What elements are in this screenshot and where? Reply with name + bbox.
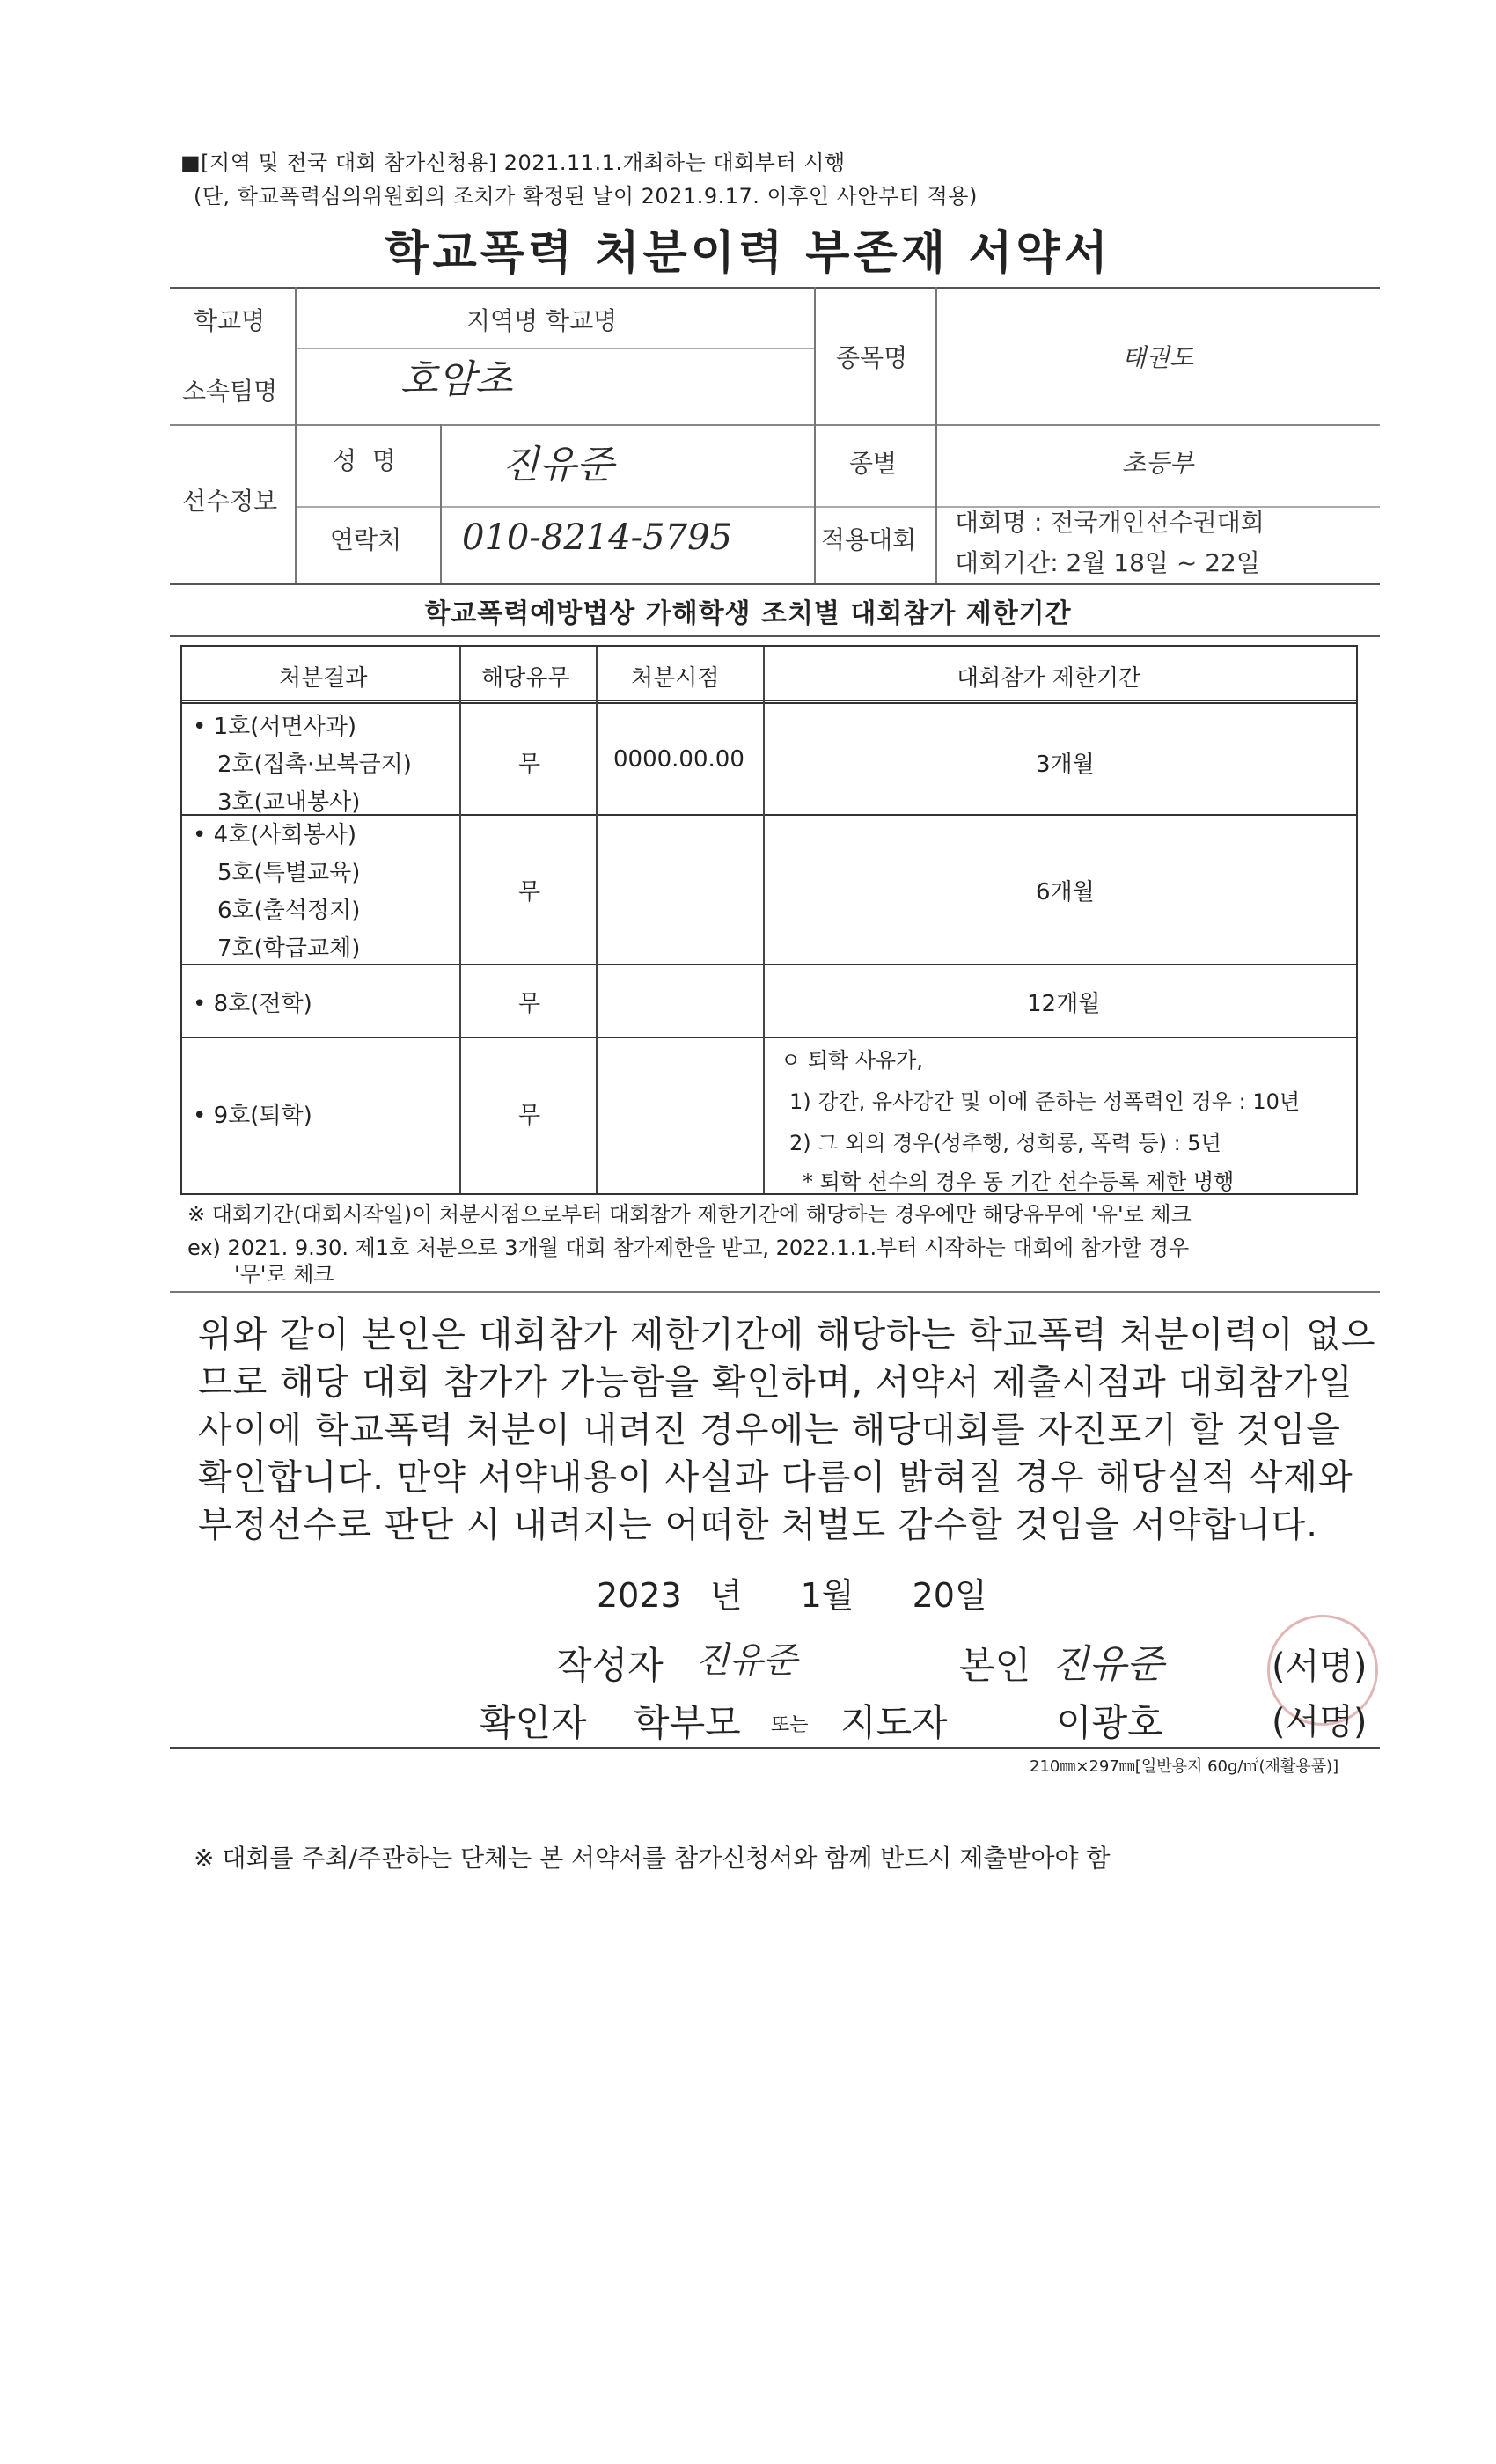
writer-name-handwritten: 진유준 xyxy=(695,1640,797,1681)
contact-label: 연락처 xyxy=(330,525,402,554)
row4-period-line-2: 1) 강간, 유사강간 및 이에 준하는 성폭력인 경우 : 10년 xyxy=(789,1089,1301,1114)
row1-period: 3개월 xyxy=(1036,752,1095,778)
pledge-line-2: 므로 해당 대회 참가가 가능함을 확인하며, 서약서 제출시점과 대회참가일 xyxy=(198,1362,1353,1403)
row1-item-3: 3호(교내봉사) xyxy=(217,789,361,816)
self-name-handwritten: 진유준 xyxy=(1052,1642,1164,1687)
school-label: 학교명 xyxy=(194,306,266,335)
note-2b: '무'로 체크 xyxy=(234,1262,334,1287)
sign-mark-1: (서명) xyxy=(1272,1646,1368,1687)
note-2a: ex) 2021. 9.30. 제1호 처분으로 3개월 대회 참가제한을 받고, 2022.1.1.부터 시작하는 대회에 참가할 경우 xyxy=(187,1236,1190,1260)
pledge-line-5: 부정선수로 판단 시 내려지는 어떠한 처벌도 감수할 것임을 서약합니다. xyxy=(198,1505,1318,1545)
row2-item-4: 7호(학급교체) xyxy=(217,935,361,962)
row1-date: 0000.00.00 xyxy=(613,746,744,773)
row2-status: 무 xyxy=(518,879,541,906)
document-title: 학교폭력 처분이력 부존재 서약서 xyxy=(385,227,1111,280)
row2-item-2: 5호(특별교육) xyxy=(217,860,361,886)
team-value-handwritten: 호암초 xyxy=(400,357,513,402)
competition-name: 대회명 : 전국개인선수권대회 xyxy=(955,508,1265,537)
pledge-line-3: 사이에 학교폭력 처분이 내려진 경우에는 해당대회를 자진포기 할 것임을 xyxy=(198,1410,1341,1450)
date-month: 1월 xyxy=(800,1576,854,1615)
date-year-unit: 년 xyxy=(709,1576,743,1615)
pledge-line-4: 확인합니다. 만약 서약내용이 사실과 다름이 밝혀질 경우 해당실적 삭제와 xyxy=(198,1457,1353,1498)
row4-item-1: • 9호(퇴학) xyxy=(193,1103,312,1129)
header-sanction-date: 처분시점 xyxy=(631,665,720,692)
header-sanction-result: 처분결과 xyxy=(279,665,368,692)
row4-status: 무 xyxy=(518,1103,541,1129)
footer-note: ※ 대회를 주최/주관하는 단체는 본 서약서를 참가신청서와 함께 반드시 제출받아야 함 xyxy=(194,1844,1111,1873)
event-label: 종목명 xyxy=(836,343,908,372)
row3-status: 무 xyxy=(518,991,541,1017)
name-value-handwritten: 진유준 xyxy=(502,443,614,488)
date-year: 2023 xyxy=(597,1576,682,1615)
row4-period-line-3: 2) 그 외의 경우(성추행, 성희롱, 폭력 등) : 5년 xyxy=(789,1131,1221,1155)
paper-spec: 210㎜×297㎜[일반용지 60g/㎡(재활용품)] xyxy=(1030,1757,1339,1776)
player-info-label: 선수정보 xyxy=(182,487,278,516)
row2-item-3: 6호(출석정지) xyxy=(217,898,361,924)
row4-period-line-1: ㅇ 퇴학 사유가, xyxy=(781,1048,923,1073)
sanction-table xyxy=(180,645,1358,1195)
writer-label: 작성자 xyxy=(556,1644,664,1687)
pledge-text xyxy=(198,1311,1404,1549)
confirmer-role-2: 지도자 xyxy=(840,1701,948,1744)
contact-value-handwritten: 010-8214-5795 xyxy=(462,517,732,558)
team-label: 소속팀명 xyxy=(182,377,278,406)
school-value: 지역명 학교명 xyxy=(466,306,618,335)
header-restriction-period: 대회참가 제한기간 xyxy=(957,665,1141,692)
row4-period-line-4: * 퇴학 선수의 경우 동 기간 선수등록 제한 병행 xyxy=(803,1170,1235,1194)
notice-line-2: (단, 학교폭력심의위원회의 조치가 확정된 날이 2021.9.17. 이후인 사안부터 적용) xyxy=(194,184,978,209)
row2-item-1: • 4호(사회봉사) xyxy=(193,822,357,848)
confirmer-role: 학부모 xyxy=(634,1701,741,1744)
division-value: 초등부 xyxy=(1122,449,1194,478)
division-label: 종별 xyxy=(849,449,898,478)
row2-period: 6개월 xyxy=(1036,879,1095,906)
note-1: ※ 대회기간(대회시작일)이 처분시점으로부터 대회참가 제한기간에 해당하는 경우에만 해당유무에 '유'로 체크 xyxy=(187,1202,1192,1227)
sign-mark-2: (서명) xyxy=(1272,1702,1368,1742)
row1-status: 무 xyxy=(518,752,541,778)
pledge-line-1: 위와 같이 본인은 대회참가 제한기간에 해당하는 학교폭력 처분이력이 없으 xyxy=(198,1315,1376,1355)
competition-period: 대회기간: 2월 18일 ~ 22일 xyxy=(955,548,1260,577)
confirmer-name: 이광호 xyxy=(1056,1701,1163,1744)
notice-line-1: ■[지역 및 전국 대회 참가신청용] 2021.11.1.개최하는 대회부터 시행 xyxy=(180,150,846,175)
row3-period: 12개월 xyxy=(1027,991,1101,1017)
name-label: 성 명 xyxy=(333,446,396,475)
event-value: 태권도 xyxy=(1122,343,1194,372)
pledge-date xyxy=(597,1568,987,1617)
row1-item-2: 2호(접촉·보복금지) xyxy=(217,752,412,778)
or-text: 또는 xyxy=(771,1714,809,1736)
date-day: 20일 xyxy=(912,1576,987,1615)
row3-item-1: • 8호(전학) xyxy=(193,991,312,1017)
self-label: 본인 xyxy=(959,1644,1031,1687)
row1-item-1: • 1호(서면사과) xyxy=(193,714,357,740)
competition-label: 적용대회 xyxy=(821,525,917,554)
header-applicable: 해당유무 xyxy=(481,665,570,692)
confirmer-label: 확인자 xyxy=(480,1701,587,1744)
section-title: 학교폭력예방법상 가해학생 조치별 대회참가 제한기간 xyxy=(424,598,1072,629)
